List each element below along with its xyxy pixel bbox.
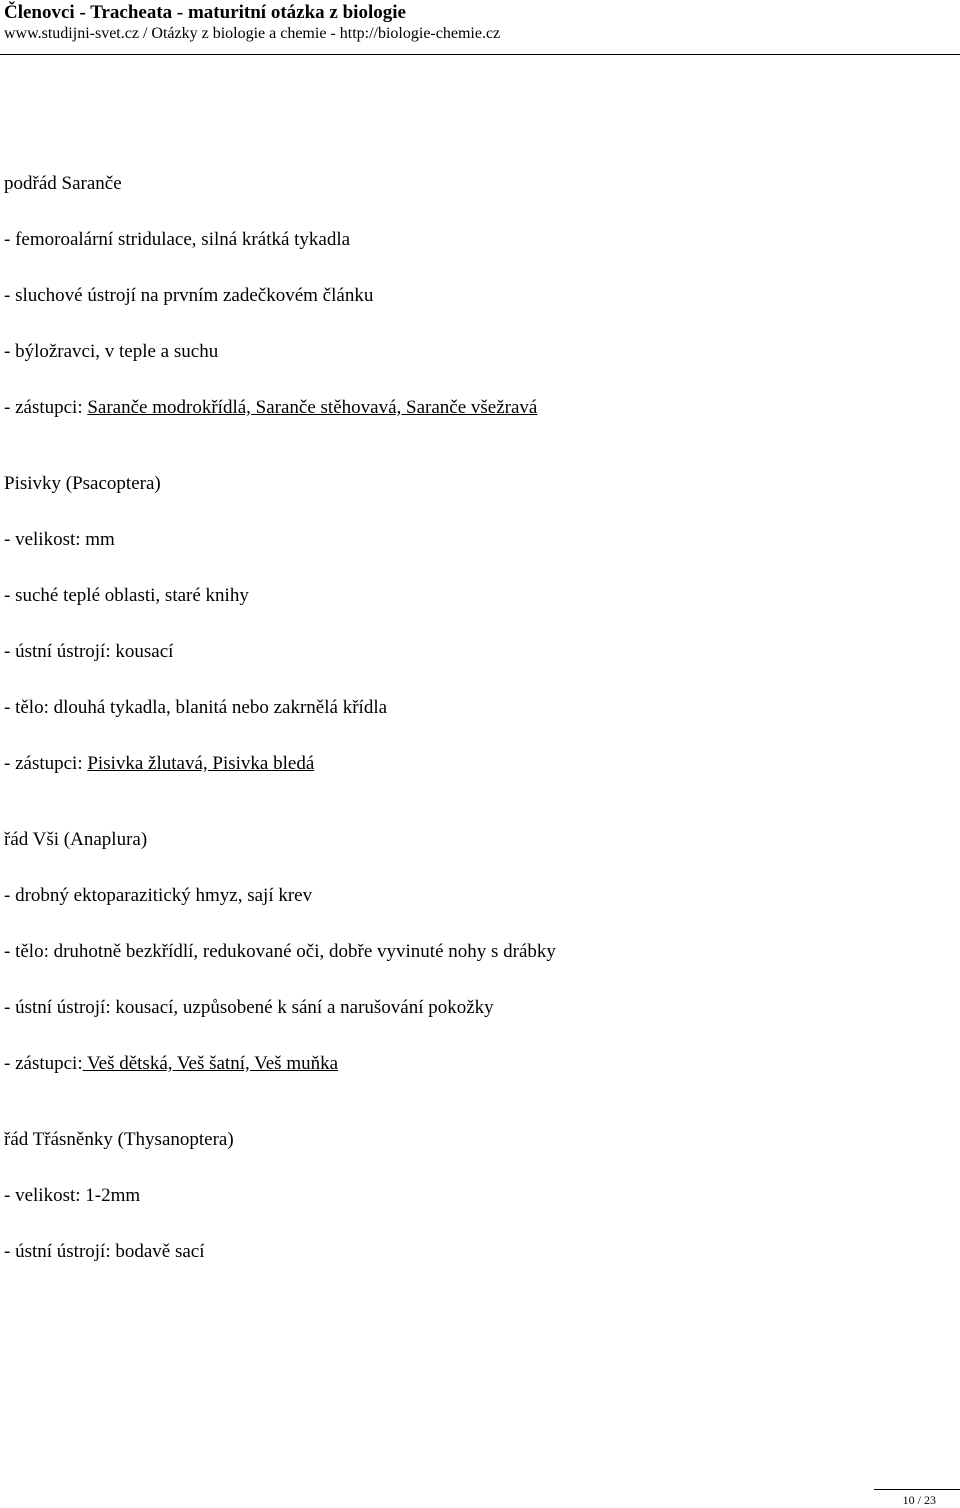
examples-prefix: - zástupci:	[4, 397, 88, 418]
text-line: - ústní ústrojí: bodavě sací	[4, 1241, 205, 1262]
section-trasnenky	[4, 1130, 944, 1262]
examples-link[interactable]: Veš dětská, Veš šatní, Veš muňka	[82, 1053, 339, 1074]
section-sarance	[4, 174, 944, 418]
text-line: - velikost: mm	[4, 529, 115, 550]
examples-prefix: - zástupci:	[4, 753, 88, 774]
examples-line	[4, 398, 944, 418]
text-line: - femoroalární stridulace, silná krátká tykadla	[4, 229, 351, 250]
document-source: www.studijni-svet.cz / Otázky z biologie a chemie - http://biologie-chemie.cz	[4, 25, 501, 42]
text-line: - drobný ektoparazitický hmyz, sají krev	[4, 885, 313, 906]
header-divider	[0, 54, 960, 55]
examples-line	[4, 1054, 944, 1074]
text-line: - ústní ústrojí: kousací, uzpůsobené k sání a narušování pokožky	[4, 997, 494, 1018]
document-body	[4, 174, 944, 1262]
page-header	[4, 2, 956, 44]
section-heading: Pisivky (Psacoptera)	[4, 473, 161, 494]
page-number: 10 / 23	[902, 1493, 936, 1507]
text-line: - býložravci, v teple a suchu	[4, 341, 219, 362]
text-line: - sluchové ústrojí na prvním zadečkovém článku	[4, 285, 374, 306]
section-vsi	[4, 830, 944, 1074]
footer-divider	[874, 1489, 960, 1490]
examples-link[interactable]: Saranče modrokřídlá, Saranče stěhovavá, Saranče všežravá	[87, 397, 538, 418]
examples-link[interactable]: Pisivka žlutavá, Pisivka bledá	[87, 753, 315, 774]
text-line: - tělo: dlouhá tykadla, blanitá nebo zakrnělá křídla	[4, 697, 388, 718]
document-title: Členovci - Tracheata - maturitní otázka z biologie	[4, 2, 406, 23]
section-pisivky	[4, 474, 944, 774]
section-heading: řád Třásněnky (Thysanoptera)	[4, 1129, 234, 1150]
examples-line	[4, 754, 944, 774]
examples-prefix: - zástupci:	[4, 1053, 83, 1074]
section-heading: podřád Saranče	[4, 173, 122, 194]
text-line: - velikost: 1-2mm	[4, 1185, 141, 1206]
text-line: - suché teplé oblasti, staré knihy	[4, 585, 249, 606]
text-line: - tělo: druhotně bezkřídlí, redukované oči, dobře vyvinuté nohy s drábky	[4, 941, 556, 962]
text-line: - ústní ústrojí: kousací	[4, 641, 174, 662]
section-heading: řád Vši (Anaplura)	[4, 829, 148, 850]
